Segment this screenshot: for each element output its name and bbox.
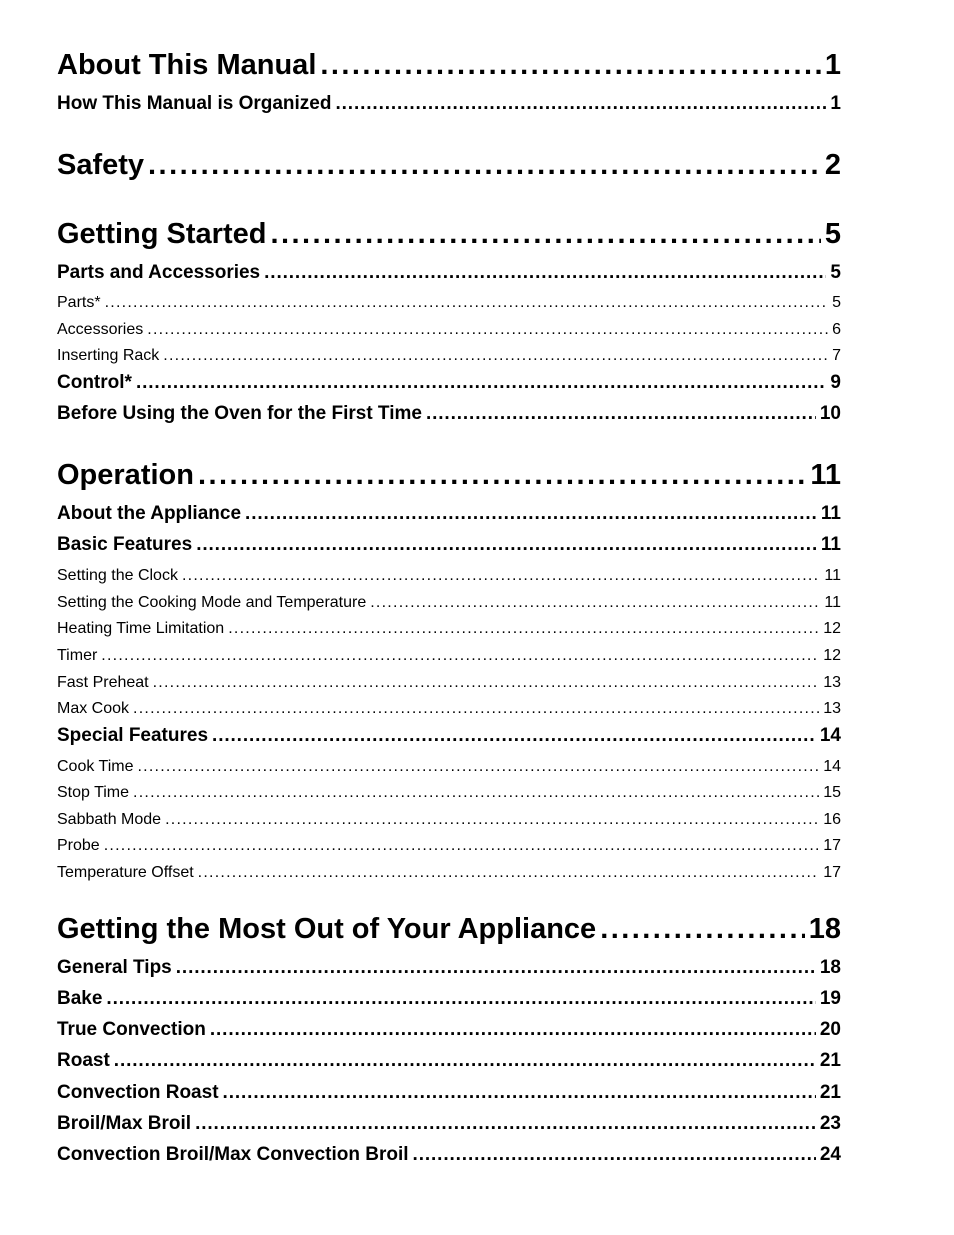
dot-leader	[106, 987, 815, 1011]
dot-leader	[335, 92, 826, 116]
toc-entry-page: 17	[823, 837, 841, 854]
toc-entry-title: Basic Features	[57, 534, 193, 555]
toc-entry-title: Roast	[57, 1050, 110, 1071]
dot-leader	[413, 1143, 816, 1167]
dot-leader	[114, 1049, 816, 1073]
dot-leader	[101, 646, 819, 666]
toc-entry-title: Control*	[57, 372, 132, 393]
toc-entry-fast-preheat[interactable]	[57, 673, 841, 693]
toc-entry-title: Convection Broil/Max Convection Broil	[57, 1144, 409, 1165]
dot-leader	[137, 757, 819, 777]
toc-entry-page: 18	[808, 913, 841, 945]
toc-entry-title: Cook Time	[57, 758, 134, 775]
dot-leader	[136, 371, 826, 395]
dot-leader	[320, 48, 820, 82]
toc-entry-title: Temperature Offset	[57, 864, 194, 881]
dot-leader	[133, 783, 819, 803]
toc-entry-page: 5	[830, 262, 841, 283]
toc-entry-title: Probe	[57, 837, 100, 854]
toc-entry-title: About This Manual	[57, 49, 317, 81]
toc-entry-page: 11	[824, 567, 841, 584]
dot-leader	[600, 912, 805, 946]
dot-leader	[105, 293, 829, 313]
toc-entry-page: 13	[823, 700, 841, 717]
toc-entry-page: 14	[823, 758, 841, 775]
toc-entry-getting-started[interactable]	[57, 217, 841, 251]
toc-entry-true-convection[interactable]	[57, 1018, 841, 1042]
toc-entry-title: Max Cook	[57, 700, 130, 717]
toc-entry-page: 10	[819, 403, 841, 424]
toc-entry-title: Broil/Max Broil	[57, 1113, 192, 1134]
toc-entry-general-tips[interactable]	[57, 956, 841, 980]
toc-entry-page: 13	[823, 674, 841, 691]
toc-entry-title: Setting the Cooking Mode and Temperature	[57, 594, 367, 611]
toc-entry-page: 16	[823, 811, 841, 828]
toc-entry-title: Getting Started	[57, 218, 267, 250]
toc-entry-page: 24	[819, 1144, 841, 1165]
dot-leader	[210, 1018, 816, 1042]
toc-entry-cook-time[interactable]	[57, 757, 841, 777]
toc-entry-title: Accessories	[57, 321, 144, 338]
toc-entry-page: 20	[819, 1019, 841, 1040]
toc-entry-page: 9	[830, 372, 841, 393]
toc-entry-page: 5	[824, 218, 841, 250]
dot-leader	[133, 699, 819, 719]
toc-entry-operation[interactable]	[57, 458, 841, 492]
dot-leader	[104, 836, 820, 856]
toc-entry-heating-limit[interactable]	[57, 619, 841, 639]
toc-entry-page: 11	[820, 503, 841, 524]
dot-leader	[153, 673, 820, 693]
dot-leader	[370, 593, 820, 613]
toc-entry-title: Getting the Most Out of Your Appliance	[57, 913, 597, 945]
dot-leader	[148, 148, 821, 182]
toc-entry-title: Bake	[57, 988, 103, 1009]
toc-entry-title: Parts*	[57, 294, 101, 311]
toc-entry-page: 2	[824, 149, 841, 181]
toc-entry-title: General Tips	[57, 957, 172, 978]
toc-entry-sabbath-mode[interactable]	[57, 810, 841, 830]
toc-entry-most-out[interactable]	[57, 912, 841, 946]
dot-leader	[223, 1081, 816, 1105]
toc-entry-broil[interactable]	[57, 1112, 841, 1136]
toc-entry-page: 7	[832, 347, 841, 364]
toc-entry-title: Stop Time	[57, 784, 130, 801]
toc-entry-page: 5	[832, 294, 841, 311]
toc-entry-parts-accessories[interactable]	[57, 261, 841, 285]
dot-leader	[176, 956, 816, 980]
dot-leader	[228, 619, 819, 639]
dot-leader	[212, 724, 816, 748]
toc-entry-stop-time[interactable]	[57, 783, 841, 803]
toc-entry-about-this-manual[interactable]	[57, 48, 841, 82]
toc-entry-parts[interactable]	[57, 293, 841, 313]
toc-entry-title: Before Using the Oven for the First Time	[57, 403, 422, 424]
dot-leader	[264, 261, 826, 285]
toc-entry-special-features[interactable]	[57, 724, 841, 748]
toc-entry-title: Convection Roast	[57, 1082, 219, 1103]
toc-entry-roast[interactable]	[57, 1049, 841, 1073]
toc-entry-title: Setting the Clock	[57, 567, 178, 584]
toc-entry-how-organized[interactable]	[57, 92, 841, 116]
toc-entry-title: Timer	[57, 647, 98, 664]
toc-entry-page: 1	[824, 49, 841, 81]
toc-entry-temp-offset[interactable]	[57, 863, 841, 883]
dot-leader	[147, 320, 828, 340]
toc-entry-title: About the Appliance	[57, 503, 242, 524]
toc-entry-page: 18	[819, 957, 841, 978]
toc-entry-inserting-rack[interactable]	[57, 346, 841, 366]
toc-entry-max-cook[interactable]	[57, 699, 841, 719]
dot-leader	[182, 566, 820, 586]
toc-entry-page: 15	[823, 784, 841, 801]
toc-entry-title: True Convection	[57, 1019, 206, 1040]
toc-entry-page: 1	[830, 93, 841, 114]
toc-entry-title: Special Features	[57, 725, 209, 746]
dot-leader	[426, 402, 816, 426]
toc-entry-basic-features[interactable]	[57, 533, 841, 557]
toc-entry-page: 6	[832, 321, 841, 338]
toc-entry-page: 12	[823, 647, 841, 664]
dot-leader	[165, 810, 819, 830]
toc-entry-title: Fast Preheat	[57, 674, 149, 691]
toc-entry-title: Sabbath Mode	[57, 811, 162, 828]
toc-entry-control[interactable]	[57, 371, 841, 395]
toc-entry-setting-clock[interactable]	[57, 566, 841, 586]
dot-leader	[198, 863, 820, 883]
toc-entry-page: 17	[823, 864, 841, 881]
toc-entry-title: Safety	[57, 149, 145, 181]
toc-entry-page: 21	[819, 1082, 841, 1103]
toc-entry-setting-mode[interactable]	[57, 593, 841, 613]
dot-leader	[196, 533, 817, 557]
toc-entry-page: 14	[819, 725, 841, 746]
dot-leader	[198, 458, 806, 492]
toc-entry-timer[interactable]	[57, 646, 841, 666]
dot-leader	[245, 502, 817, 526]
toc-entry-probe[interactable]	[57, 836, 841, 856]
toc-entry-page: 21	[819, 1050, 841, 1071]
toc-entry-page: 11	[820, 534, 841, 555]
toc-entry-title: Heating Time Limitation	[57, 620, 225, 637]
toc-entry-accessories[interactable]	[57, 320, 841, 340]
toc-entry-page: 12	[823, 620, 841, 637]
toc-entry-page: 23	[819, 1113, 841, 1134]
toc-entry-bake[interactable]	[57, 987, 841, 1011]
dot-leader	[163, 346, 828, 366]
toc-entry-title: Parts and Accessories	[57, 262, 261, 283]
toc-entry-title: Operation	[57, 459, 194, 491]
toc-entry-safety[interactable]	[57, 148, 841, 182]
toc-entry-title: How This Manual is Organized	[57, 93, 332, 114]
toc-entry-convection-broil[interactable]	[57, 1143, 841, 1167]
dot-leader	[195, 1112, 816, 1136]
toc-entry-page: 19	[819, 988, 841, 1009]
toc-entry-convection-roast[interactable]	[57, 1081, 841, 1105]
dot-leader	[270, 217, 820, 251]
toc-entry-before-using[interactable]	[57, 402, 841, 426]
toc-entry-about-appliance[interactable]	[57, 502, 841, 526]
toc-entry-title: Inserting Rack	[57, 347, 160, 364]
toc-entry-page: 11	[824, 594, 841, 611]
toc-entry-page: 11	[810, 459, 841, 491]
